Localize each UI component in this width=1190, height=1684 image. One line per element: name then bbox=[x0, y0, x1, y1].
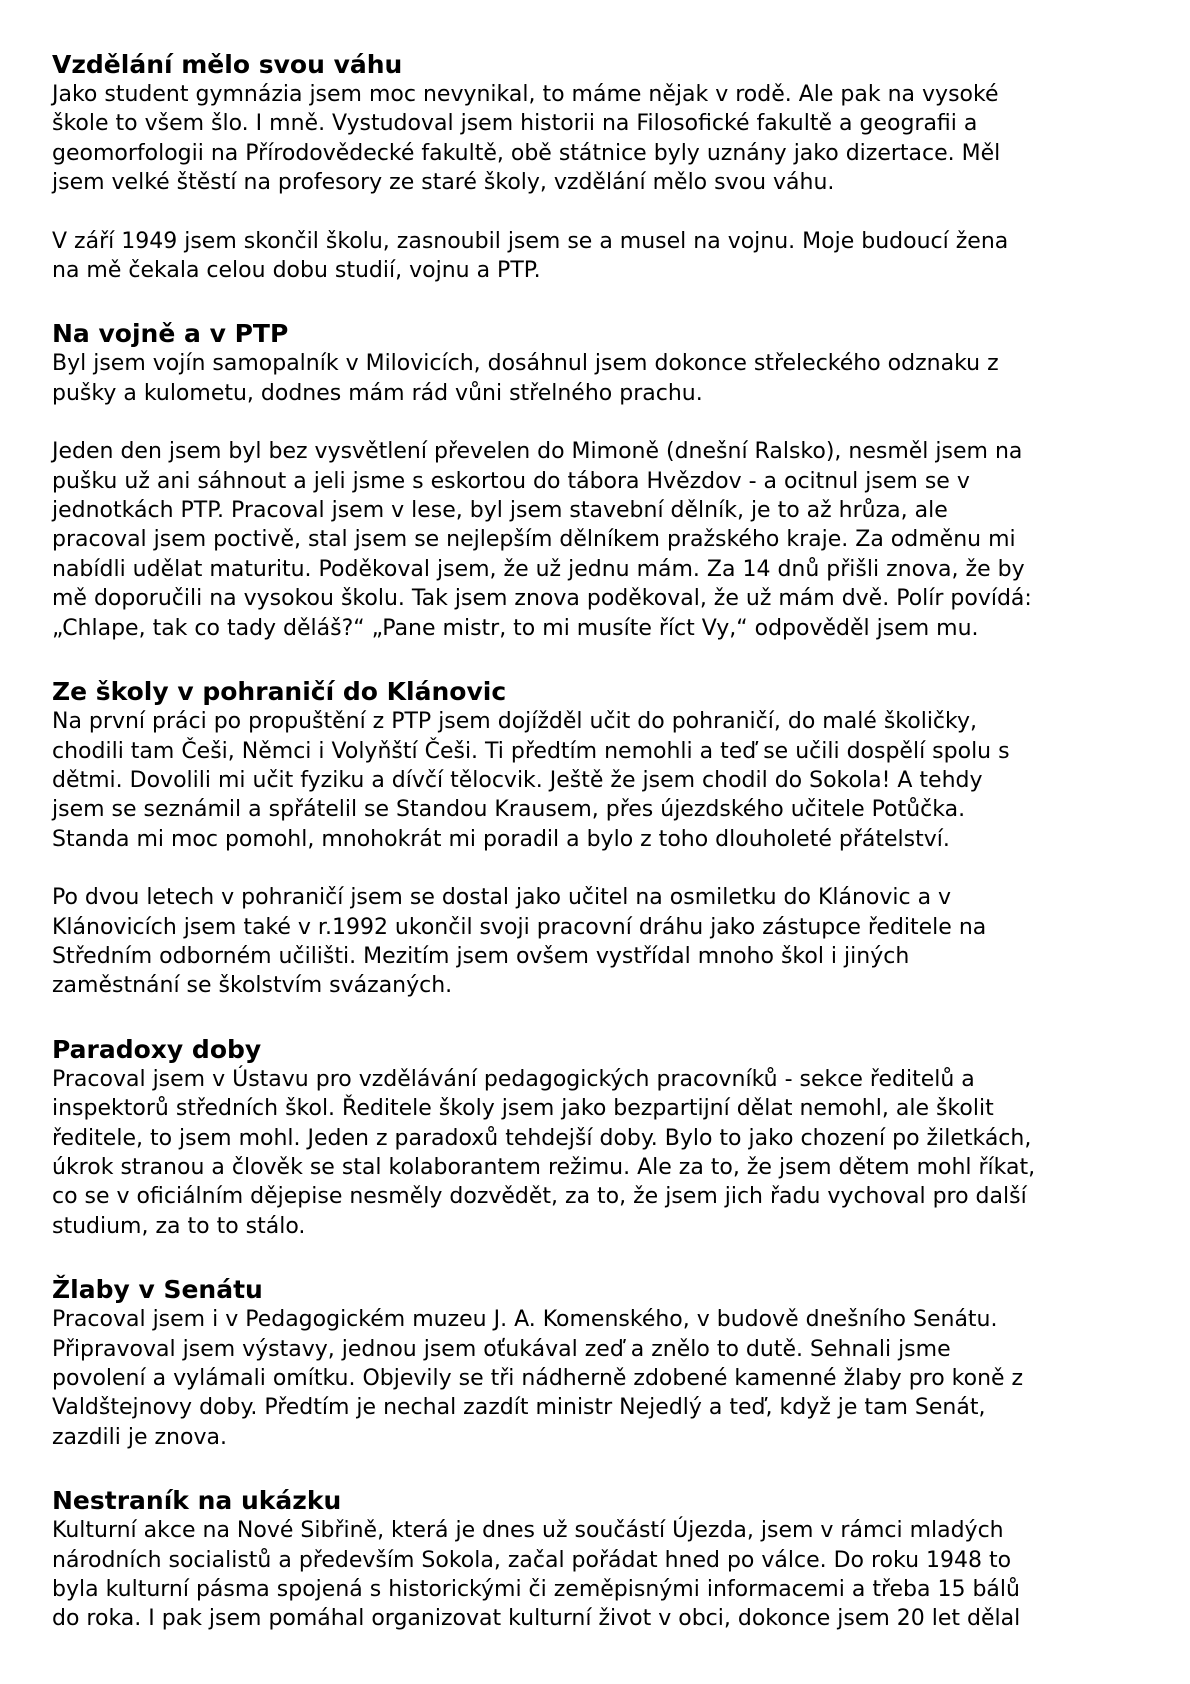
section-vzdelani bbox=[52, 50, 1152, 285]
paragraph: V září 1949 jsem skončil školu, zasnoubil jsem se a musel na vojnu. Moje budoucí žena na mě čekala celou dobu studií, vojnu a PTP. bbox=[52, 228, 1009, 284]
paragraph: Po dvou letech v pohraničí jsem se dostal jako učitel na osmiletku do Klánovic a v Klánovicích jsem také v r.1992 ukončil svoji pracovní dráhu jako zástupce ředitele na Středním odborném učilišti. Mezitím jsem ovšem vystřídal mnoho škol i jiných zaměstnání se školstvím svázaných. bbox=[52, 885, 987, 999]
paragraph: Kulturní akce na Nové Sibřině, která je dnes už součástí Újezda, jsem v rámci mladých národních socialistů a především Sokola, začal pořádat hned po válce. Do roku 1948 to byla kulturní pásma spojená s historickými či zeměpisnými informacemi a třeba 15 bálů do roka. I pak jsem pomáhal organizovat kulturní život v obci, dokonce jsem 20 let dělal bbox=[52, 1518, 1021, 1632]
paragraph: Pracoval jsem i v Pedagogickém muzeu J. A. Komenského, v budově dnešního Senátu. Připravoval jsem výstavy, jednou jsem oťukával zeď a znělo to dutě. Sehnali jsme povolení a vylámali omítku. Objevily se tři nádherně zdobené kamenné žlaby pro koně z Valdštejnovy doby. Předtím je nechal zazdít ministr Nejedlý a teď, když je tam Senát, zazdili je znova. bbox=[52, 1307, 1024, 1450]
section-heading: Nestraník na ukázku bbox=[52, 1486, 342, 1516]
document-page bbox=[52, 50, 1152, 1634]
paragraph: Byl jsem vojín samopalník v Milovicích, dosáhnul jsem dokonce střeleckého odznaku z pušky a kulometu, dodnes mám rád vůni střelného prachu. bbox=[52, 351, 999, 406]
paragraph: Pracoval jsem v Ústavu pro vzdělávání pedagogických pracovníků - sekce ředitelů a inspektorů středních škol. Ředitele školy jsem jako bezpartijní dělat nemohl, ale školit ředitele, to jsem mohl. Jeden z paradoxů tehdejší doby. Bylo to jako chození po žiletkách, úkrok stranou a člověk se stal kolaborantem režimu. Ale za to, že jsem dětem mohl říkat, co se v oficiálním dějepise nesměly dozvědět, za to, že jsem jich řadu vychoval pro další studium, za to to stálo. bbox=[52, 1066, 1036, 1239]
section-zlaby bbox=[52, 1275, 1152, 1452]
section-heading: Paradoxy doby bbox=[52, 1034, 262, 1064]
section-heading: Vzdělání mělo svou váhu bbox=[52, 50, 403, 79]
paragraph: Na první práci po propuštění z PTP jsem dojížděl učit do pohraničí, do malé školičky, chodili tam Češi, Němci i Volyňští Češi. Ti předtím nemohli a teď se učili dospělí spolu s dětmi. Dovolili mi učit fyziku a dívčí tělocvik. Ještě že jsem chodil do Sokola! A tehdy jsem se seznámil a spřátelil se Standou Krausem, přes újezdského učitele Potůčka. Standa mi moc pomohl, mnohokrát mi poradil a bylo z toho dlouholeté přátelství. bbox=[52, 709, 1010, 852]
section-heading: Ze školy v pohraničí do Klánovic bbox=[52, 677, 507, 707]
paragraph: Jako student gymnázia jsem moc nevynikal, to máme nějak v rodě. Ale pak na vysoké škole to všem šlo. I mně. Vystudoval jsem historii na Filosofické fakultě a geografii a geomorfologii na Přírodovědecké fakultě, obě státnice byly uznány jako dizertace. Měl jsem velké štěstí na profesory ze staré školy, vzdělání mělo svou váhu. bbox=[52, 82, 1001, 196]
section-ze-skoly bbox=[52, 677, 1152, 1001]
paragraph: Jeden den jsem byl bez vysvětlení převelen do Mimoně (dnešní Ralsko), nesměl jsem na pušku už ani sáhnout a jeli jsme s eskortou do tábora Hvězdov - a ocitnul jsem se v jednotkách PTP. Pracoval jsem v lese, byl jsem stavební dělník, je to až hrůza, ale pracoval jsem poctivě, stal jsem se nejlepším dělníkem pražského kraje. Za odměnu mi nabídli udělat maturitu. Poděkoval jsem, že už jednu mám. Za 14 dnů přišli znova, že by mě doporučili na vysokou školu. Tak jsem znova poděkoval, že už mám dvě. Polír povídá: „Chlape, tak co tady děláš?“ „Pane mistr, to mi musíte říct Vy,“ odpověděl jsem mu. bbox=[52, 439, 1032, 641]
section-nestranik bbox=[52, 1486, 1152, 1634]
section-paradoxy bbox=[52, 1035, 1152, 1241]
section-heading: Na vojně a v PTP bbox=[52, 319, 289, 349]
section-na-vojne bbox=[52, 319, 1152, 643]
section-heading: Žlaby v Senátu bbox=[52, 1275, 263, 1305]
